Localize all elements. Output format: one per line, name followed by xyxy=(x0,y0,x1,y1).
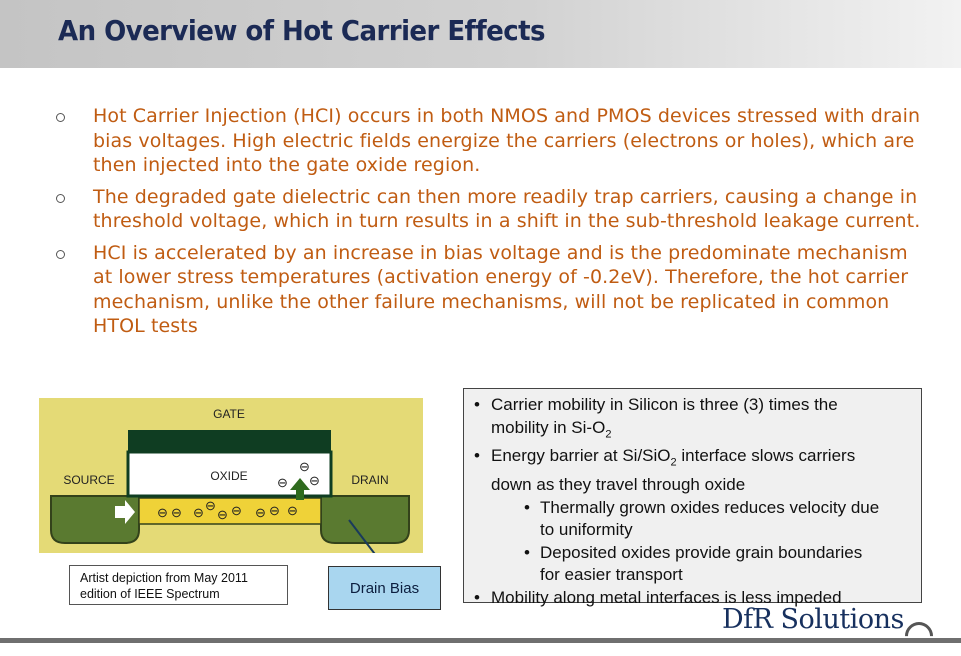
slide-title: An Overview of Hot Carrier Effects xyxy=(58,14,545,47)
drain-well xyxy=(321,496,409,543)
bullet-dot-icon: • xyxy=(474,395,480,414)
drain-bias-label: Drain Bias xyxy=(349,579,420,597)
bullet-text: HCI is accelerated by an increase in bias voltage and is the predominate mechanism at lower stress temperatures (activation energy of -0.2eV). Therefore, the hot carrier mechanism, unlike the other failure mechanisms, will not be replicated in common HTOL tests xyxy=(93,241,909,337)
drain-bias-callout xyxy=(328,566,441,610)
circle-bullet-icon xyxy=(56,113,65,122)
electron-icon: ⊖ xyxy=(309,473,320,488)
electron-icon: ⊖ xyxy=(287,503,298,518)
bullet-item xyxy=(54,241,924,339)
electron-icon: ⊖ xyxy=(299,459,310,474)
electron-icon: ⊖ xyxy=(231,503,242,518)
info-line: mobility in $Si-O_2$ xyxy=(491,417,612,440)
drain-label: DRAIN xyxy=(351,473,389,487)
bullet-item xyxy=(54,185,924,234)
electron-icon: ⊖ xyxy=(217,507,228,522)
electron-icon: ⊖ xyxy=(193,505,204,520)
company-logo: DfR Solutions xyxy=(722,604,904,635)
info-line: Carrier mobility in Silicon is three (3) times the xyxy=(491,395,838,414)
bullet-item xyxy=(54,104,924,178)
title-bar xyxy=(0,0,961,68)
mobility-notes-box xyxy=(463,388,922,607)
bullet-text: The degraded gate dielectric can then more readily trap carriers, causing a change in threshold voltage, which in turn results in a shift in the sub-threshold leakage current. xyxy=(93,185,921,232)
gate-label: GATE xyxy=(213,407,245,421)
info-list-item xyxy=(474,445,913,496)
figure-caption xyxy=(69,565,288,605)
electron-icon: ⊖ xyxy=(205,498,216,513)
info-sublist-item xyxy=(474,542,913,587)
info-line: Thermally grown oxides reduces velocity due xyxy=(540,497,880,517)
caption-line: Artist depiction from May 2011 xyxy=(80,571,248,585)
bullet-list xyxy=(54,104,924,346)
info-line: to uniformity xyxy=(540,520,633,540)
footer-rule xyxy=(0,638,961,643)
logo-swoosh-icon xyxy=(899,616,939,656)
transistor-diagram xyxy=(39,398,423,553)
info-sublist-item xyxy=(474,497,913,542)
oxide-label: OXIDE xyxy=(210,469,248,483)
bullet-dot-icon: • xyxy=(524,497,530,517)
hci-transistor-figure xyxy=(39,398,423,553)
electron-icon: ⊖ xyxy=(277,475,288,490)
info-list-item xyxy=(474,394,913,445)
circle-bullet-icon xyxy=(56,250,65,259)
info-line: Energy barrier at Si/SiO$_2$ interface slows carriers xyxy=(491,446,856,469)
electron-icon: ⊖ xyxy=(171,505,182,520)
electron-icon: ⊖ xyxy=(157,505,168,520)
electron-icon: ⊖ xyxy=(269,503,280,518)
bullet-dot-icon: • xyxy=(524,542,530,562)
info-line: down as they travel through oxide xyxy=(491,475,746,495)
caption-line: edition of IEEE Spectrum xyxy=(80,587,220,601)
gate-electrode xyxy=(128,430,331,452)
bullet-text: Hot Carrier Injection (HCI) occurs in both NMOS and PMOS devices stressed with drain bias voltages. High electric fields energize the carriers (electrons or holes), which are then injected into the gate oxide region. xyxy=(93,105,921,176)
bullet-dot-icon: • xyxy=(474,446,480,466)
info-line: for easier transport xyxy=(540,565,683,585)
electron-icon: ⊖ xyxy=(255,505,266,520)
info-line: Deposited oxides provide grain boundaries xyxy=(540,542,863,562)
info-line: Mobility along metal interfaces is less impeded xyxy=(491,587,842,607)
bullet-dot-icon: • xyxy=(474,587,480,607)
circle-bullet-icon xyxy=(56,194,65,203)
source-label: SOURCE xyxy=(63,473,115,487)
